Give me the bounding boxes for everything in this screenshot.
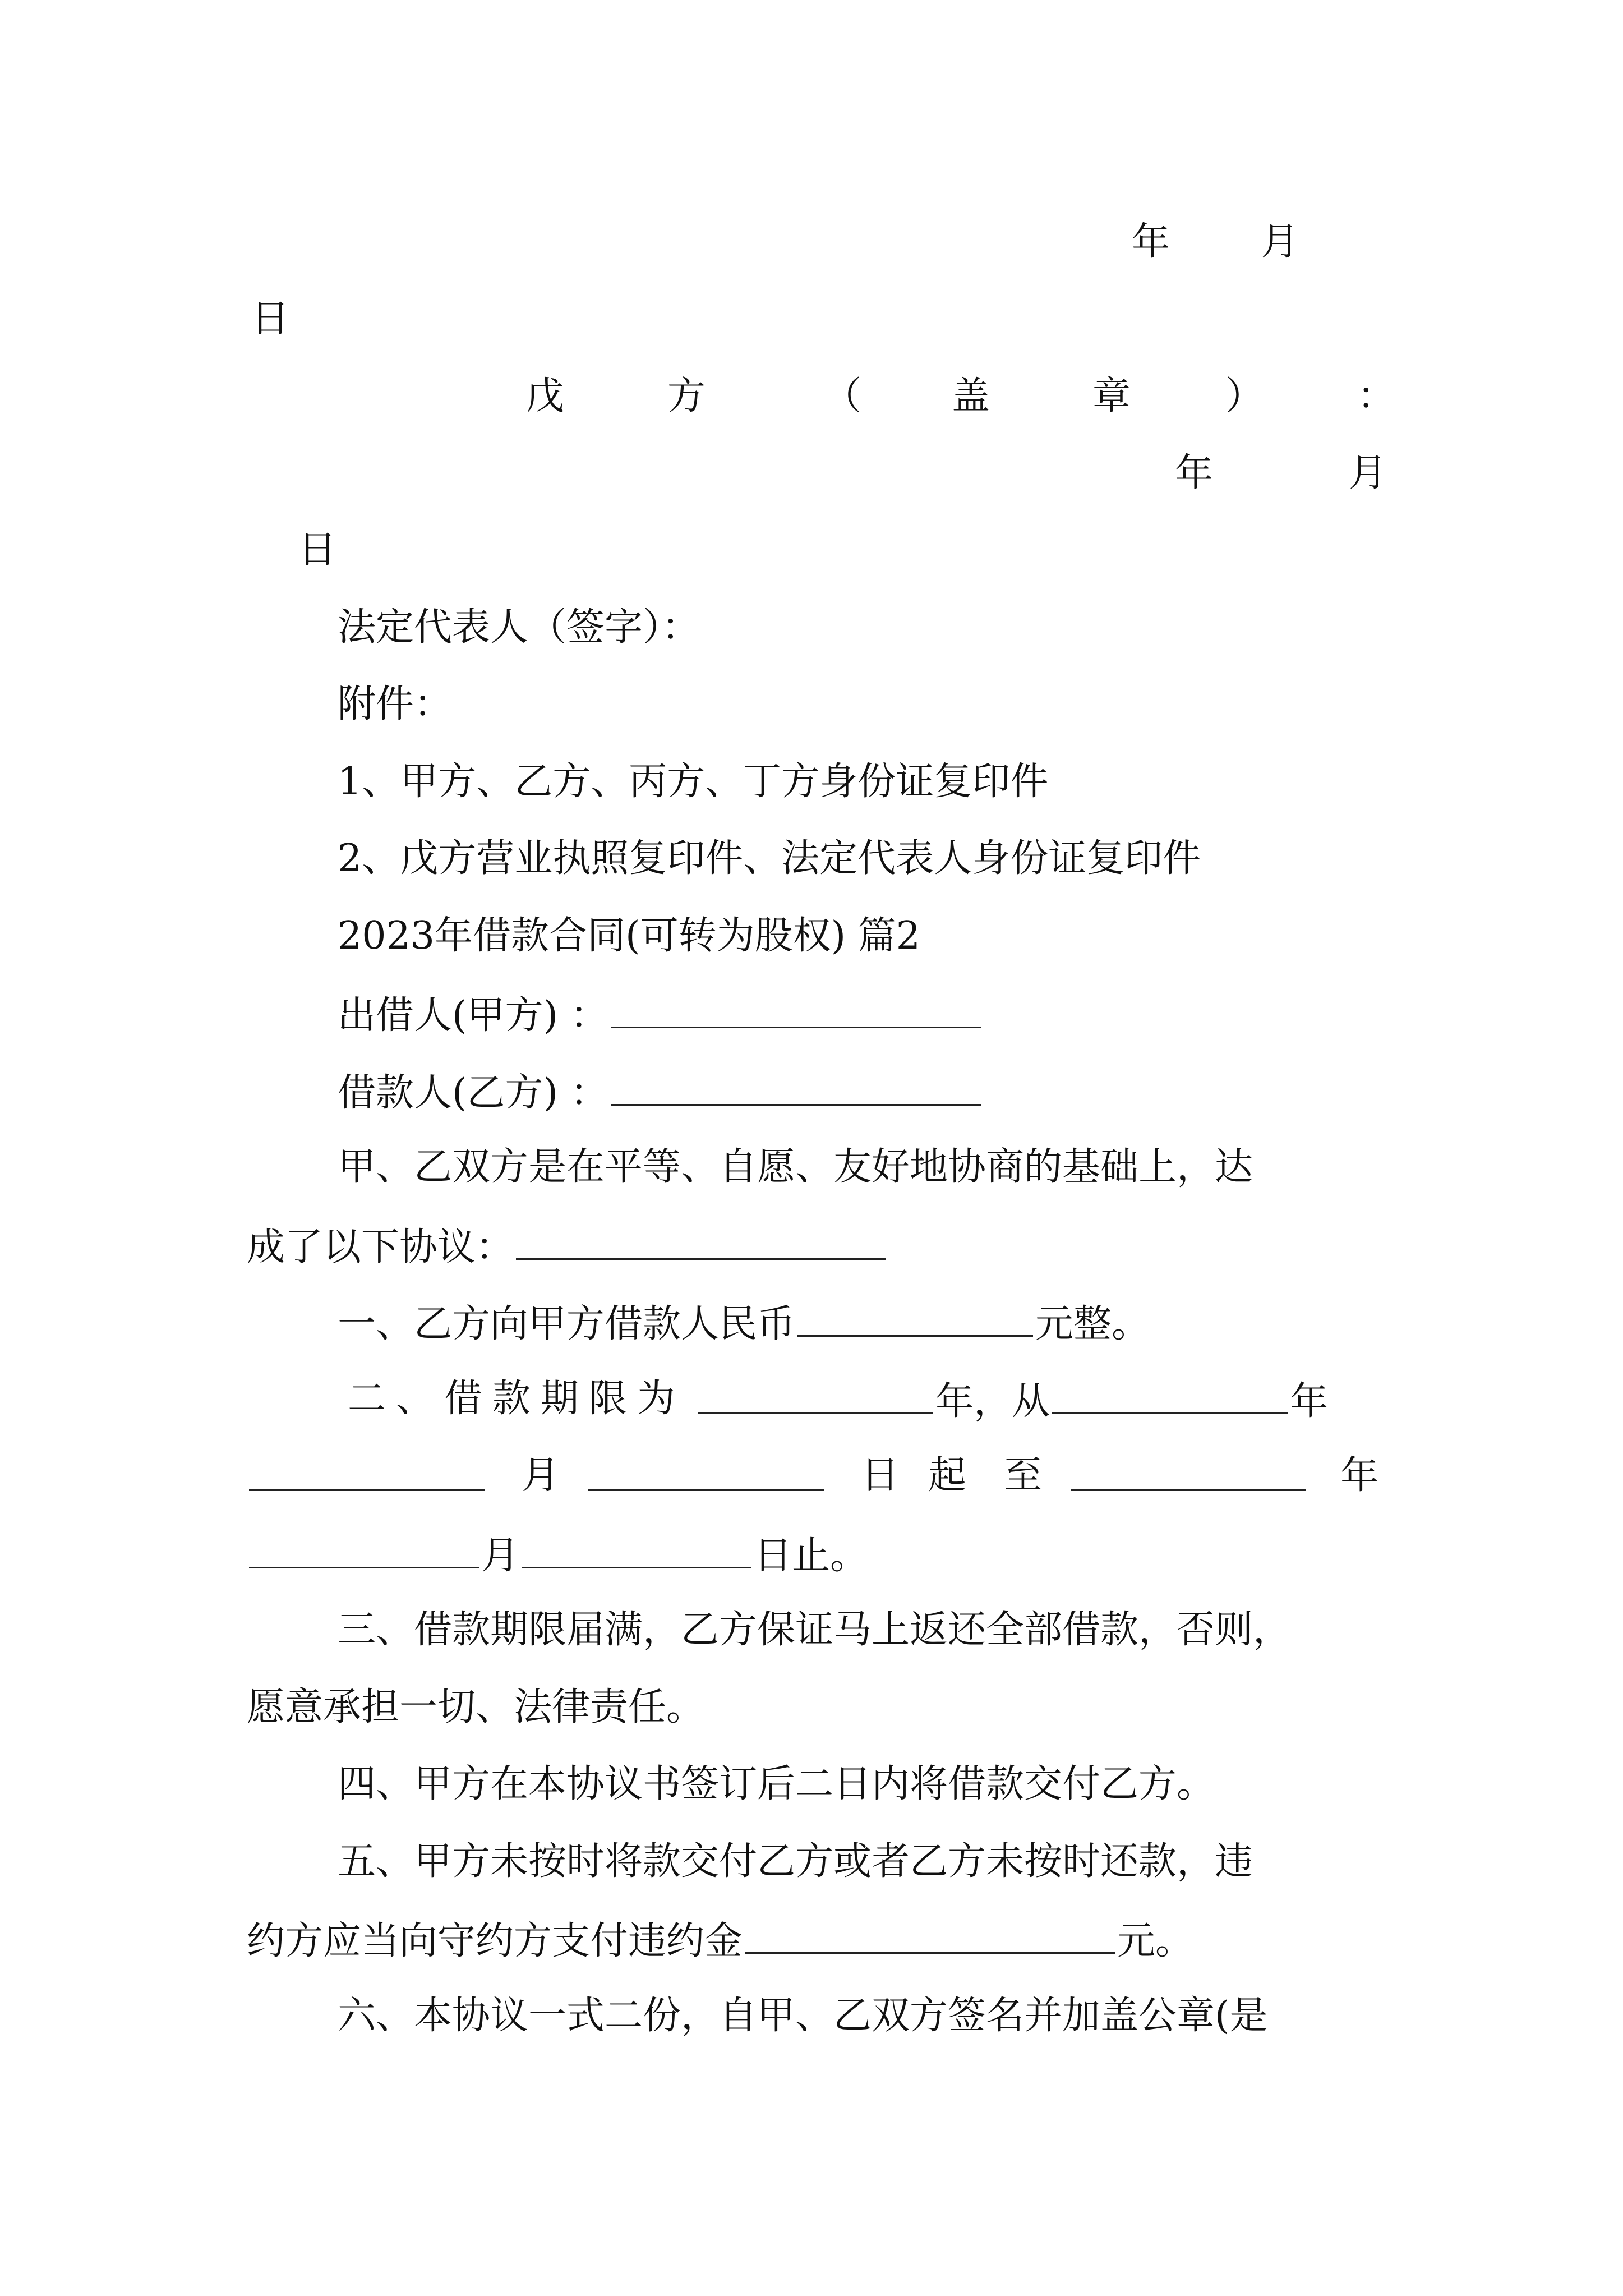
start-day-blank-wrap [586,1457,826,1498]
start-day-blank[interactable] [588,1457,824,1491]
attachment-item: 2、戊方营业执照复印件、法定代表人身份证复印件 [338,836,1201,881]
attachments-heading: 附件： [338,682,453,726]
clause-2-line-3 [247,1534,869,1578]
start-year-blank[interactable] [1052,1380,1288,1414]
clause-2-text: 日 [861,1453,900,1498]
clause-2-text: 起 [928,1453,967,1498]
wu-party-char: 章 [1092,374,1131,418]
intro-text: 成了以下协议： [247,1225,514,1269]
lender-label: 出借人(甲方) ： [338,993,608,1038]
clause-2-text: 至 [1004,1453,1043,1498]
clause-5-text: 约方应当向守约方支付违约金 [247,1919,743,1963]
clause-2-text: 年 [1340,1453,1379,1498]
clause-5-line: 五、甲方未按时将款交付乙方或者乙方未按时还款，违 [338,1839,1253,1884]
clause-3-line: 三、借款期限届满，乙方保证马上返还全部借款，否则， [338,1608,1292,1652]
end-day-blank[interactable] [522,1534,751,1568]
legal-rep-signature-label: 法定代表人（签字）： [338,605,700,650]
clause-1-text: 一、乙方向甲方借款人民币 [338,1302,796,1346]
clause-2-text: 月 [522,1453,560,1498]
wu-party-char: 盖 [952,374,990,418]
clause-1 [338,1302,1150,1346]
start-month-blank[interactable] [249,1457,485,1491]
wu-party-char: 戊 [526,374,565,418]
clause-6-line: 六、本协议一式二份，自甲、乙双方签名并加盖公章(是 [338,1994,1268,2038]
clause-4-line: 四、甲方在本协议书签订后二日内将借款交付乙方。 [338,1762,1215,1806]
date-year-label: 年 [1175,451,1214,495]
end-year-blank[interactable] [1071,1457,1306,1491]
lender-fill-blank[interactable] [611,994,981,1028]
start-month-blank-wrap [247,1457,487,1498]
clause-5-suffix: 元。 [1117,1919,1194,1963]
wu-party-char: （ [823,374,862,418]
clause-2-line-1 [695,1379,1329,1424]
end-month-blank[interactable] [249,1534,479,1568]
borrower-line [338,1071,983,1115]
borrower-fill-blank[interactable] [611,1071,981,1106]
wu-party-char: ） [1225,374,1264,418]
intro-paragraph-line: 甲、乙双方是在平等、自愿、友好地协商的基础上，达 [338,1145,1253,1189]
clause-2-text: 日止。 [754,1534,869,1578]
date-day-label: 日 [251,297,290,341]
loan-amount-blank[interactable] [797,1303,1033,1337]
end-year-blank-wrap [1068,1457,1308,1498]
clause-2-text: 年，从 [935,1379,1050,1424]
clause-2-text: 二、借款期限为 [348,1377,686,1421]
date-year-label: 年 [1132,220,1170,264]
date-month-label: 月 [1349,451,1387,495]
wu-party-char: ： [1357,374,1396,418]
loan-term-years-blank[interactable] [698,1380,933,1414]
penalty-amount-blank[interactable] [745,1920,1115,1954]
intro-paragraph-line [247,1226,888,1267]
clause-5-line [247,1920,1193,1961]
agreement-fill-blank[interactable] [516,1226,886,1260]
clause-2-text: 年 [1290,1379,1329,1424]
lender-line [338,993,983,1038]
clause-3-line: 愿意承担一切、法律责任。 [247,1685,705,1729]
clause-1-suffix: 元整。 [1035,1302,1150,1346]
date-month-label: 月 [1261,220,1299,264]
date-day-label: 日 [298,528,337,572]
borrower-label: 借款人(乙方) ： [338,1071,608,1115]
contract-title: 2023年借款合同(可转为股权) 篇2 [338,914,920,958]
attachment-item: 1、甲方、乙方、丙方、丁方身份证复印件 [338,760,1049,804]
wu-party-char: 方 [667,374,706,418]
clause-2-text: 月 [481,1534,520,1578]
